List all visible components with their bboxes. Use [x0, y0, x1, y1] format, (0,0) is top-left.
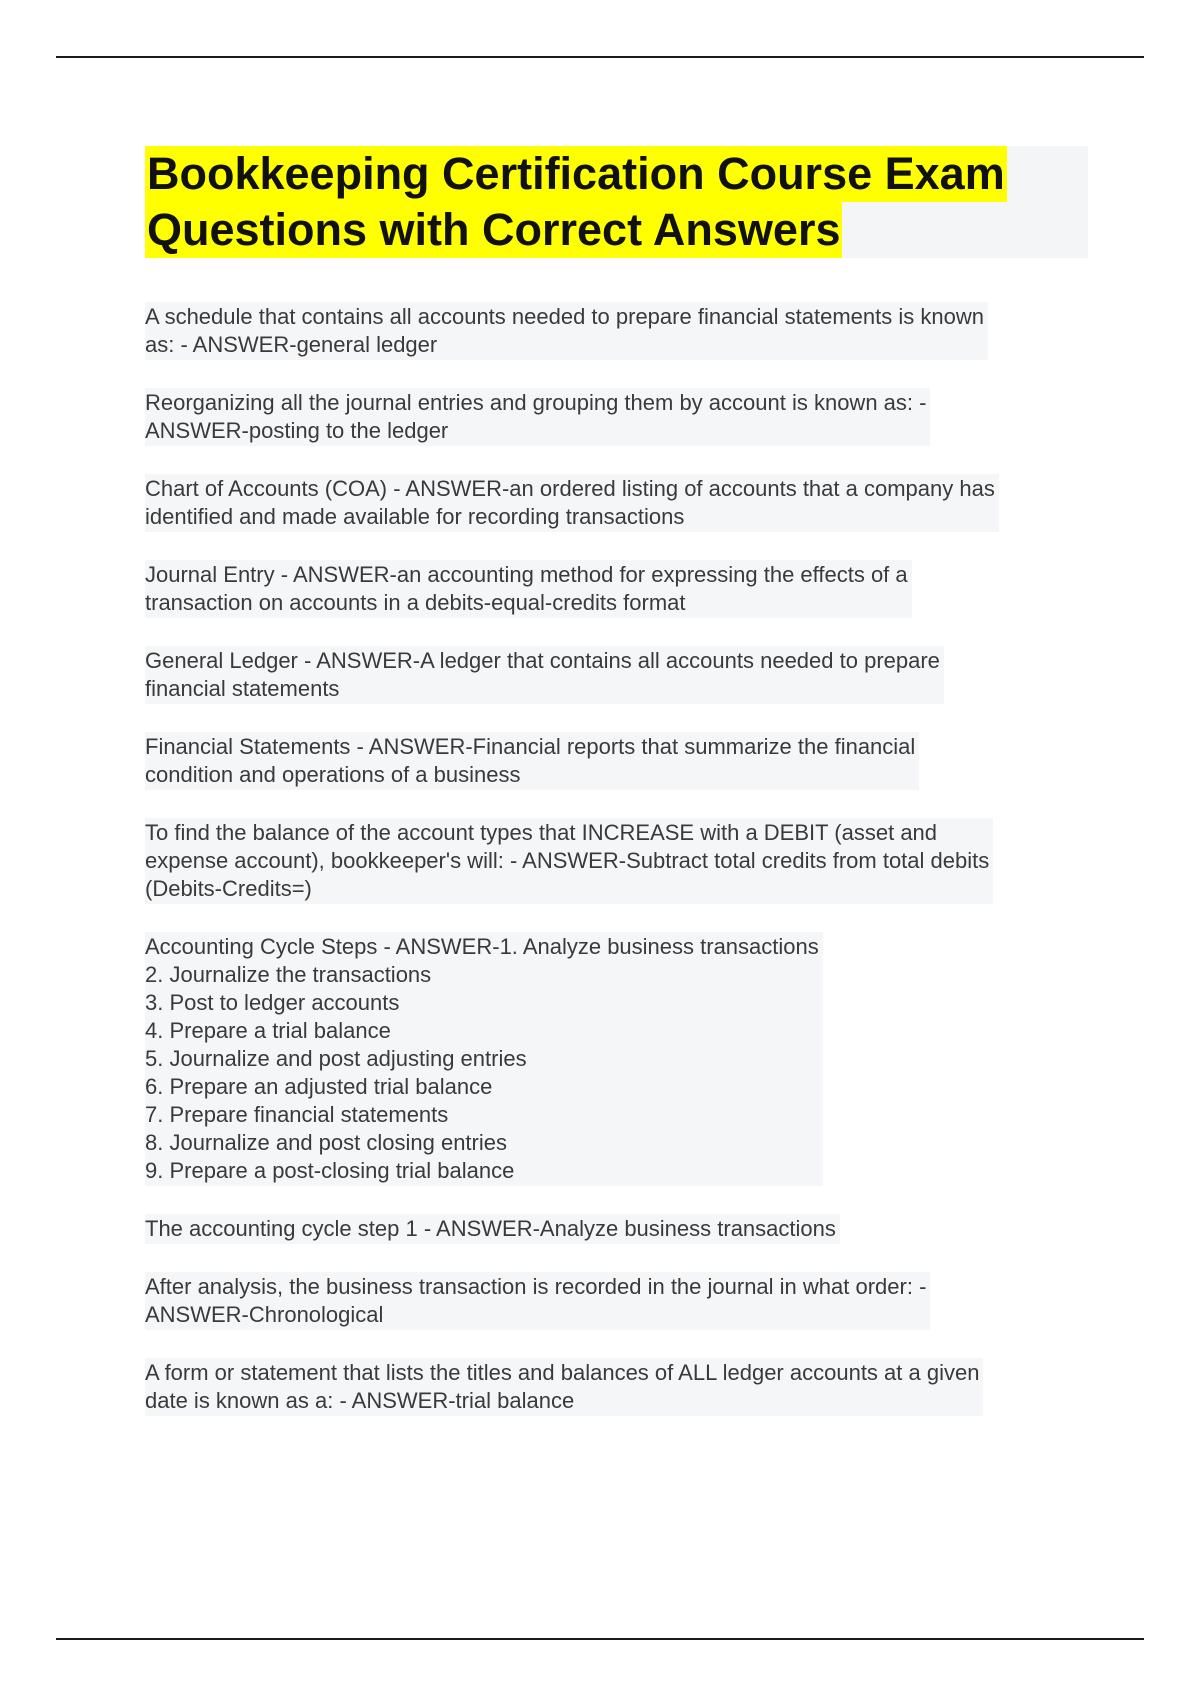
qa-line: transaction on accounts in a debits-equal-credits format — [145, 590, 686, 615]
qa-line: as: - ANSWER-general ledger — [145, 332, 438, 357]
qa-item — [145, 732, 919, 790]
qa-item — [145, 818, 993, 904]
qa-item — [145, 1358, 983, 1416]
qa-line: ANSWER-Chronological — [145, 1302, 384, 1327]
qa-line: To find the balance of the account types that INCREASE with a DEBIT (asset and — [145, 820, 938, 845]
qa-line: A schedule that contains all accounts needed to prepare financial statements is known — [145, 304, 984, 329]
qa-line: Reorganizing all the journal entries and grouping them by account is known as: - — [145, 390, 927, 415]
step-line: 7. Prepare financial statements — [145, 1102, 449, 1127]
qa-line: financial statements — [145, 676, 340, 701]
qa-list — [145, 302, 1085, 1444]
qa-line: Financial Statements - ANSWER-Financial reports that summarize the financial — [145, 734, 916, 759]
qa-line: The accounting cycle step 1 - ANSWER-Analyze business transactions — [145, 1216, 836, 1241]
qa-line: (Debits-Credits=) — [145, 876, 312, 901]
qa-item — [145, 560, 912, 618]
qa-line: A form or statement that lists the titles and balances of ALL ledger accounts at a given — [145, 1360, 980, 1385]
qa-item — [145, 302, 988, 360]
step-line: 8. Journalize and post closing entries — [145, 1130, 507, 1155]
title-line-2: Questions with Correct Answers — [145, 202, 842, 258]
qa-line: date is known as a: - ANSWER-trial balance — [145, 1388, 575, 1413]
footer-rule — [56, 1638, 1144, 1640]
qa-item — [145, 474, 999, 532]
qa-line: Journal Entry - ANSWER-an accounting method for expressing the effects of a — [145, 562, 908, 587]
qa-item — [145, 646, 944, 704]
step-line: 4. Prepare a trial balance — [145, 1018, 391, 1043]
qa-line: General Ledger - ANSWER-A ledger that contains all accounts needed to prepare — [145, 648, 940, 673]
qa-line: expense account), bookkeeper's will: - ANSWER-Subtract total credits from total debits — [145, 848, 990, 873]
step-line: 6. Prepare an adjusted trial balance — [145, 1074, 493, 1099]
qa-line: Chart of Accounts (COA) - ANSWER-an ordered listing of accounts that a company has — [145, 476, 995, 501]
step-line: 5. Journalize and post adjusting entries — [145, 1046, 527, 1071]
qa-item-accounting-cycle-steps — [145, 932, 823, 1186]
title-line-1: Bookkeeping Certification Course Exam — [145, 146, 1007, 202]
step-line: 9. Prepare a post-closing trial balance — [145, 1158, 515, 1183]
step-line: 2. Journalize the transactions — [145, 962, 432, 987]
qa-line: condition and operations of a business — [145, 762, 521, 787]
qa-line: Accounting Cycle Steps - ANSWER-1. Analyze business transactions — [145, 934, 819, 959]
qa-item — [145, 1214, 840, 1244]
step-line: 3. Post to ledger accounts — [145, 990, 400, 1015]
document-title — [145, 146, 1088, 258]
qa-line: ANSWER-posting to the ledger — [145, 418, 449, 443]
qa-line: identified and made available for recording transactions — [145, 504, 685, 529]
qa-item — [145, 388, 930, 446]
qa-line: After analysis, the business transaction is recorded in the journal in what order: - — [145, 1274, 927, 1299]
header-rule — [56, 56, 1144, 58]
qa-item — [145, 1272, 930, 1330]
